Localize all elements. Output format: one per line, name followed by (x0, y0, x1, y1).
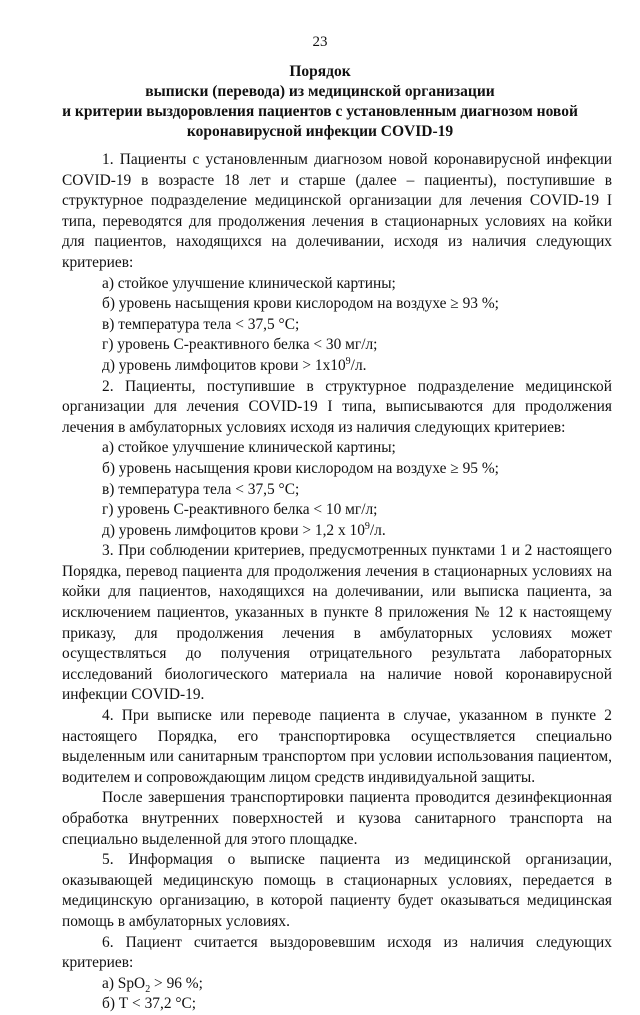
criterion-1e-exponent: 9 (345, 355, 351, 367)
title-line-2: выписки (перевода) из медицинской организации (145, 83, 495, 100)
criterion-1a: а) стойкое улучшение клинической картины; (102, 274, 396, 292)
page-number: 23 (312, 34, 328, 50)
criterion-1e-unit: /л. (350, 356, 367, 374)
criterion-2a: а) стойкое улучшение клинической картины; (102, 439, 396, 457)
paragraph-5: 5. Информация о выписке пациента из медицинской организации, оказывающей медицинскую помощь в стационарных условиях, передается в медицинскую организацию, в которой пациенту будет оказываться медицинская помощь в амбулаторных условиях. (62, 851, 612, 930)
paragraph-1: 1. Пациенты с установленным диагнозом новой коронавирусной инфекции COVID-19 в возрасте 18 лет и старше (далее – пациенты), поступившие в структурное подразделение медицинской организации для лечения COVID-19 I типа, переводятся для продолжения лечения в стационарных условиях на койки для пациентов, находящихся на долечивании, исходя из наличия следующих критериев: (62, 151, 612, 271)
paragraph-3: 3. При соблюдении критериев, предусмотренных пунктами 1 и 2 настоящего Порядка, перевод пациента для продолжения лечения в стационарных условиях на койки для пациентов, находящихся на долечивании, или выписка пациента, за исключением пациентов, указанных в пункте 8 приложения № 12 к настоящему приказу, для продолжения лечения в амбулаторных условиях может осуществляться до получения отрицательного результата лабораторных исследований биологического материала на наличие новой коронавирусной инфекции COVID-19. (62, 542, 612, 704)
criterion-1c: в) температура тела < 37,5 °С; (102, 315, 300, 333)
criterion-2e-text: д) уровень лимфоцитов крови > 1,2 х 10 (102, 521, 365, 539)
criterion-1d: г) уровень С-реактивного белка < 30 мг/л; (102, 336, 378, 354)
paragraph-4-continued: После завершения транспортировки пациента проводится дезинфекционная обработка внутренних поверхностей и кузова санитарного транспорта на специально выделенной для этого площадке. (62, 789, 612, 848)
criterion-2e (62, 521, 612, 542)
criterion-2c: в) температура тела < 37,5 °С; (102, 480, 300, 498)
criterion-6a (62, 974, 612, 995)
title-line-3: и критерии выздоровления пациентов с установленным диагнозом новой (62, 103, 578, 120)
paragraph-6: 6. Пациент считается выздоровевшим исходя из наличия следующих критериев: (62, 933, 612, 972)
criterion-6a-subscript: 2 (145, 983, 151, 995)
criterion-6a-text: а) SpO (102, 974, 146, 992)
criterion-2e-unit: /л. (369, 521, 386, 539)
criterion-2d: г) уровень С-реактивного белка < 10 мг/л; (102, 501, 378, 519)
criterion-1e (62, 356, 612, 377)
document-body (62, 150, 612, 1015)
paragraph-2: 2. Пациенты, поступившие в структурное подразделение медицинской организации для лечения COVID-19 I типа, выписываются для продолжения лечения в амбулаторных условиях исходя из наличия следующих критериев: (62, 377, 612, 436)
paragraph-4: 4. При выписке или переводе пациента в случае, указанном в пункте 2 настоящего Порядка, его транспортировка осуществляется специально выделенным или санитарным транспортом при условии использования пациентом, водителем и сопровождающим лицом средств индивидуальной защиты. (62, 707, 612, 786)
criterion-2b: б) уровень насыщения крови кислородом на воздухе ≥ 95 %; (102, 459, 499, 477)
criterion-6a-value: > 96 %; (150, 974, 203, 992)
document-title (40, 62, 600, 142)
criterion-1e-text: д) уровень лимфоцитов крови > 1х10 (102, 356, 346, 374)
criterion-6b: б) Т < 37,2 °С; (102, 995, 197, 1013)
title-line-1: Порядок (289, 63, 351, 80)
criterion-1b: б) уровень насыщения крови кислородом на воздухе ≥ 93 %; (102, 295, 499, 313)
title-line-4: коронавирусной инфекции COVID-19 (186, 123, 454, 140)
criterion-2e-exponent: 9 (364, 520, 370, 532)
